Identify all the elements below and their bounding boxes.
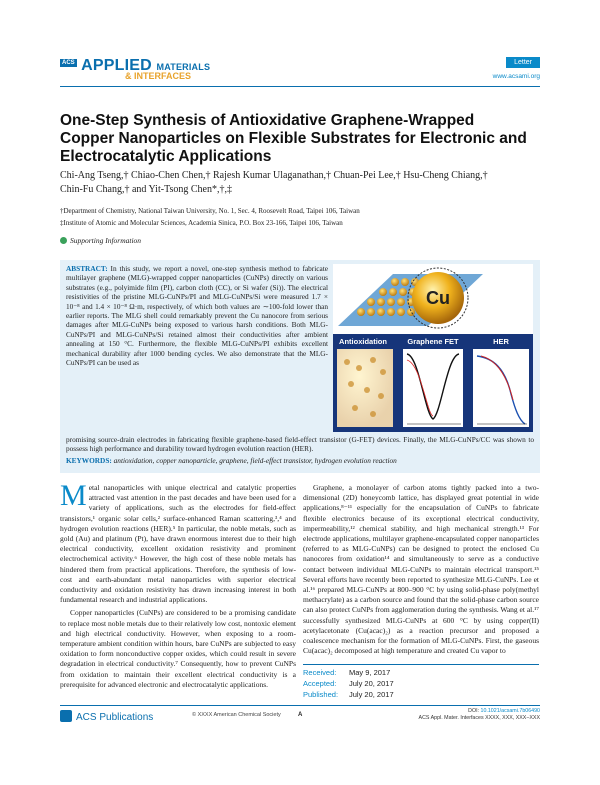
supporting-info-icon xyxy=(60,237,67,244)
acs-badge: ACS xyxy=(62,60,75,66)
cu-label: Cu xyxy=(426,288,450,308)
copyright: © XXXX American Chemical Society xyxy=(192,712,281,718)
authors-line1: Chi-Ang Tseng,† Chiao-Chen Chen,† Rajesh Kumar Ulaganathan,† Chuan-Pei Lee,† Hsu-Cheng Chiang,† xyxy=(60,170,488,181)
panel-her-label: HER xyxy=(493,337,509,346)
toc-graphic xyxy=(333,264,533,432)
doi-block xyxy=(419,708,540,722)
abstract-text xyxy=(66,264,328,367)
author-list xyxy=(60,169,550,197)
article-title: One-Step Synthesis of Antioxidative Graphene-Wrapped Copper Nanoparticles on Flexible Substrates for Electronic and Electrocatalytic Applications xyxy=(60,112,527,165)
page-number: A xyxy=(298,712,303,718)
doi-label: DOI: xyxy=(468,708,480,714)
drop-cap: M xyxy=(60,479,87,512)
affiliation-1: †Department of Chemistry, National Taiwan University, No. 1, Sec. 4, Roosevelt Road, Taipei 106, Taiwan xyxy=(60,207,360,215)
keywords-list: antioxidation, copper nanoparticle, graphene, field-effect transistor, hydrogen evolution reaction xyxy=(113,456,397,465)
accepted-date xyxy=(303,678,394,689)
abstract-label: ABSTRACT: xyxy=(66,264,108,273)
published-label: Published: xyxy=(303,690,339,699)
supporting-information-link[interactable] xyxy=(60,236,141,245)
journal-url[interactable]: www.acsami.org xyxy=(492,73,540,80)
doi-link[interactable]: 10.1021/acsami.7b06490 xyxy=(480,708,540,714)
publisher-name: ACS Publications xyxy=(76,712,154,723)
accepted-label: Accepted: xyxy=(303,679,337,688)
accepted-value: July 20, 2017 xyxy=(349,679,394,688)
toc-figure xyxy=(333,264,533,432)
received-value: May 9, 2017 xyxy=(349,668,391,677)
keywords xyxy=(66,456,534,465)
footer-rule xyxy=(60,705,540,706)
journal-name-line2: & INTERFACES xyxy=(125,71,192,81)
acs-publications-logo xyxy=(60,710,153,723)
panel-graphene-fet xyxy=(403,349,463,427)
citation-line: ACS Appl. Mater. Interfaces XXXX, XXX, XXX−XXX xyxy=(418,715,540,721)
affiliation-2: ‡Institute of Atomic and Molecular Sciences, Academia Sinica, P.O. Box 23-166, Taipei 106, Taiwan xyxy=(60,219,343,227)
paragraph-intro xyxy=(60,479,296,605)
paragraph-copper: Copper nanoparticles (CuNPs) are considered to be a promising candidate to replace most noble metals due to their relatively low cost, nontoxic element and high electrical conductivity. However, when exposing to a room-temperature ambient condition within hours, bare CuNPs are subjected to easy oxidation to form nonconductive copper oxides, which could result in severe degradation in electrical conductivity.⁷ Consequently, how to prevent CuNPs from oxidation to maintain their excellent electrical conductivity is a prerequisite for advanced electronic and electrocatalytic applications. xyxy=(60,608,296,689)
panel-her xyxy=(473,349,529,427)
dates-rule xyxy=(303,664,539,665)
journal-materials: MATERIALS xyxy=(156,62,211,72)
published-value: July 20, 2017 xyxy=(349,690,394,699)
paragraph-graphene: Graphene, a monolayer of carbon atoms tightly packed into a two-dimensional (2D) honeycomb lattice, has displayed great potential in wide applications,⁸⁻¹¹ especially for the encapsulation of CuNPs to fabricate flexible electronics because of its exceptional electrical conductivity, impermeability,¹² chemical stability, and high mechanical strength.¹³ For electrode applications, multilayer graphene-encapsulated copper nanoparticles (referred to as MLG-CuNPs) can be designed to protect the enclosed Cu nanocores from oxidation¹⁴ and simultaneously to serve as a conductive contact between individual MLG-CuNPs to maintain electrical transport.¹⁵ Several efforts have recently been reported to synthesize MLG-CuNPs. Lee et al.¹⁶ prepared MLG-CuNPs at 800–900 °C by using solid-phase poly(methyl methacrylate) as a carbon source and found that the solid-phase carbon source can also protect CuNPs from agglomeration during the synthesis. Wang et al.¹⁷ successfully synthesized MLG-CuNPs at 600 °C by using copper(II) acetylacetonate (Cu(acac)₂) as a reaction precursor and proposed a coalescence mechanism for the formation of MLG-CuNPs. First, the gaseous Cu(acac)₂ decomposed at high temperature and created Cu vapor to xyxy=(303,483,539,656)
received-label: Received: xyxy=(303,668,337,677)
article-type-badge: Letter xyxy=(506,57,540,68)
journal-applied: APPLIED xyxy=(81,57,152,74)
body-right-column xyxy=(303,483,539,656)
journal-logo xyxy=(60,57,210,81)
panel-antioxidation-label: Antioxidation xyxy=(339,337,387,346)
doi-line xyxy=(419,708,540,715)
header-rule xyxy=(60,86,540,87)
panel-graphene-fet-label: Graphene FET xyxy=(407,337,459,346)
authors-line2: Chin-Fu Chang,† and Yit-Tsong Chen*,†,‡ xyxy=(60,184,232,195)
keywords-label: KEYWORDS: xyxy=(66,456,112,465)
publication-dates xyxy=(303,667,394,700)
body-left-column xyxy=(60,479,296,690)
acs-publications-icon xyxy=(60,710,72,722)
abstract-continued: promising source-drain electrodes in fabricating flexible graphene-based field-effect transistor (G-FET) devices. Finally, the MLG-CuNPs/CC was shown to possess high performance and durability toward hydrogen evolution reaction (HER). xyxy=(66,435,534,454)
received-date xyxy=(303,667,394,678)
paragraph-intro-text: etal nanoparticles with unique electrical and catalytic properties attracted vast attention in the past decades and have been used for a variety of applications, such as the electrodes for field-effect transistors,¹ organic solar cells,² surface-enhanced Raman scattering,³,⁴ and hydrogen evolution reactions (HER).⁵ In particular, the noble metals, such as gold (Au) and platinum (Pt), have drawn enormous interest due to their high electrical conductivity, excellent oxidation resistivity and prominent electrochemical activity.⁶ However, the high cost of these noble metals has hindered them from practical applications. Therefore, the synthesis of low-cost and earth-abundant metal nanoparticles with superior electrical conductivity and oxidation resistivity has drawn increasing interest in both fundamental research and industrial applications. xyxy=(60,483,296,605)
abstract-body: In this study, we report a novel, one-step synthesis method to fabricate multilayer graphene (MLG)-wrapped copper nanoparticles (CuNPs) directly on various substrates (e.g., polyimide film (PI), carbon cloth (CC), or Si wafer (Si)). The electrical resistivities of the pristine MLG-CuNPs/PI and MLG-CuNPs/Si were measured 1.7 × 10⁻⁸ and 1.4 × 10⁻⁸ Ω·m, respectively, of which both values are ∼100-fold lower than earlier reports. The MLG shell could remarkably prevent the Cu nanocore from serious damages after MLG-CuNPs being exposed to various harsh conditions. Both MLG-CuNPs/PI and MLG-CuNPs/Si retained almost their conductivities after ambient annealing at 150 °C. Furthermore, the flexible MLG-CuNPs/PI exhibits excellent mechanical durability after 1000 bending cycles. We also demonstrate that the MLG-CuNPs/PI can be used as xyxy=(66,264,328,368)
published-date xyxy=(303,689,394,700)
supporting-info-label: Supporting Information xyxy=(70,236,142,245)
